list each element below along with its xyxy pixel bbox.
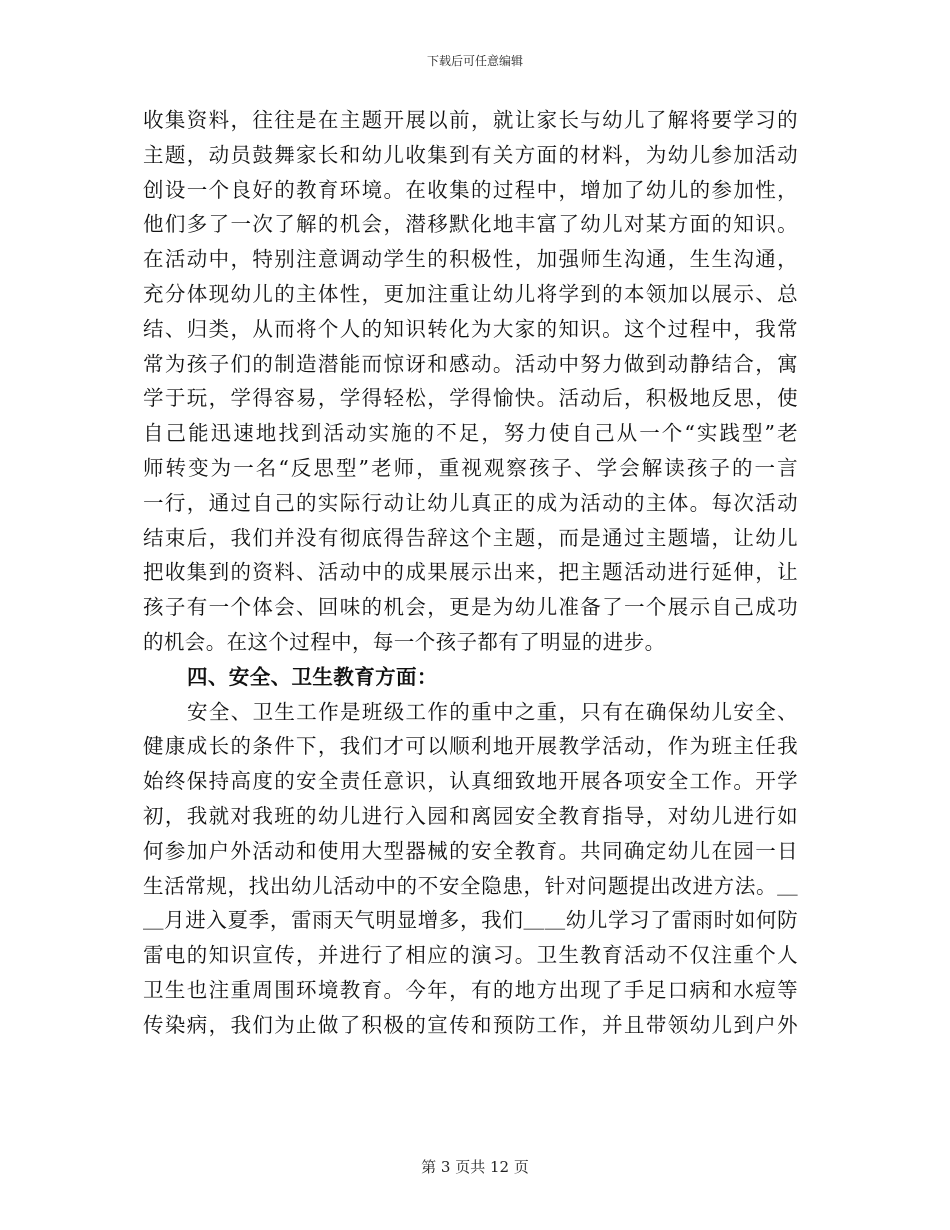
text-line: 师转变为一名“反思型”老师，重视观察孩子、学会解读孩子的一言 bbox=[143, 455, 798, 480]
paragraph-activities bbox=[143, 103, 798, 660]
text-line: 在活动中，特别注意调动学生的积极性，加强师生沟通，生生沟通， bbox=[143, 247, 798, 272]
text-line: 把收集到的资料、活动中的成果展示出来，把主题活动进行延伸，让 bbox=[143, 560, 798, 585]
text-line: 主题，动员鼓舞家长和幼儿收集到有关方面的材料，为幼儿参加活动 bbox=[143, 142, 798, 167]
text-line: 结、归类，从而将个人的知识转化为大家的知识。这个过程中，我常 bbox=[143, 316, 798, 341]
text-line: 创设一个良好的教育环境。在收集的过程中，增加了幼儿的参加性， bbox=[143, 177, 798, 202]
text-line: 安全、卫生工作是班级工作的重中之重，只有在确保幼儿安全、 bbox=[187, 699, 798, 724]
text-line: ＿月进入夏季，雷雨天气明显增多，我们＿＿幼儿学习了雷雨时如何防 bbox=[143, 908, 798, 933]
text-line: 学于玩，学得容易，学得轻松，学得愉快。活动后，积极地反思，使 bbox=[143, 386, 798, 411]
text-line: 传染病，我们为止做了积极的宣传和预防工作，并且带领幼儿到户外 bbox=[143, 1012, 798, 1037]
text-line: 健康成长的条件下，我们才可以顺利地开展教学活动，作为班主任我 bbox=[143, 734, 798, 759]
text-line: 孩子有一个体会、回味的机会，更是为幼儿准备了一个展示自己成功 bbox=[143, 595, 798, 620]
text-line: 生活常规，找出幼儿活动中的不安全隐患，针对问题提出改进方法。＿ bbox=[143, 873, 798, 898]
text-line: 何参加户外活动和使用大型器械的安全教育。共同确定幼儿在园一日 bbox=[143, 838, 798, 863]
section-heading-safety: 四、安全、卫生教育方面： bbox=[187, 664, 438, 689]
text-line: 雷电的知识宣传，并进行了相应的演习。卫生教育活动不仅注重个人 bbox=[143, 943, 798, 968]
paragraph-safety bbox=[143, 695, 798, 1043]
document-body bbox=[143, 103, 798, 1043]
text-line: 他们多了一次了解的机会，潜移默化地丰富了幼儿对某方面的知识。 bbox=[143, 212, 798, 237]
text-line: 充分体现幼儿的主体性，更加注重让幼儿将学到的本领加以展示、总 bbox=[143, 281, 798, 306]
text-line: 一行，通过自己的实际行动让幼儿真正的成为活动的主体。每次活动 bbox=[143, 490, 798, 515]
text-line: 常为孩子们的制造潜能而惊讶和感动。活动中努力做到动静结合，寓 bbox=[143, 351, 798, 376]
text-line: 自己能迅速地找到活动实施的不足，努力使自己从一个“实践型”老 bbox=[143, 421, 798, 446]
text-line: 初，我就对我班的幼儿进行入园和离园安全教育指导，对幼儿进行如 bbox=[143, 803, 798, 828]
text-line: 卫生也注重周围环境教育。今年，有的地方出现了手足口病和水痘等 bbox=[143, 977, 798, 1002]
text-line: 收集资料，往往是在主题开展以前，就让家长与幼儿了解将要学习的 bbox=[143, 108, 798, 132]
text-line: 的机会。在这个过程中，每一个孩子都有了明显的进步。 bbox=[143, 629, 666, 654]
page-number-footer: 第 3 页共 12 页 bbox=[421, 1158, 529, 1176]
page-header: 下载后可任意编辑 bbox=[426, 54, 523, 68]
text-line: 结束后，我们并没有彻底得告辞这个主题，而是通过主题墙，让幼儿 bbox=[143, 525, 798, 550]
text-line: 始终保持高度的安全责任意识，认真细致地开展各项安全工作。开学 bbox=[143, 769, 798, 794]
